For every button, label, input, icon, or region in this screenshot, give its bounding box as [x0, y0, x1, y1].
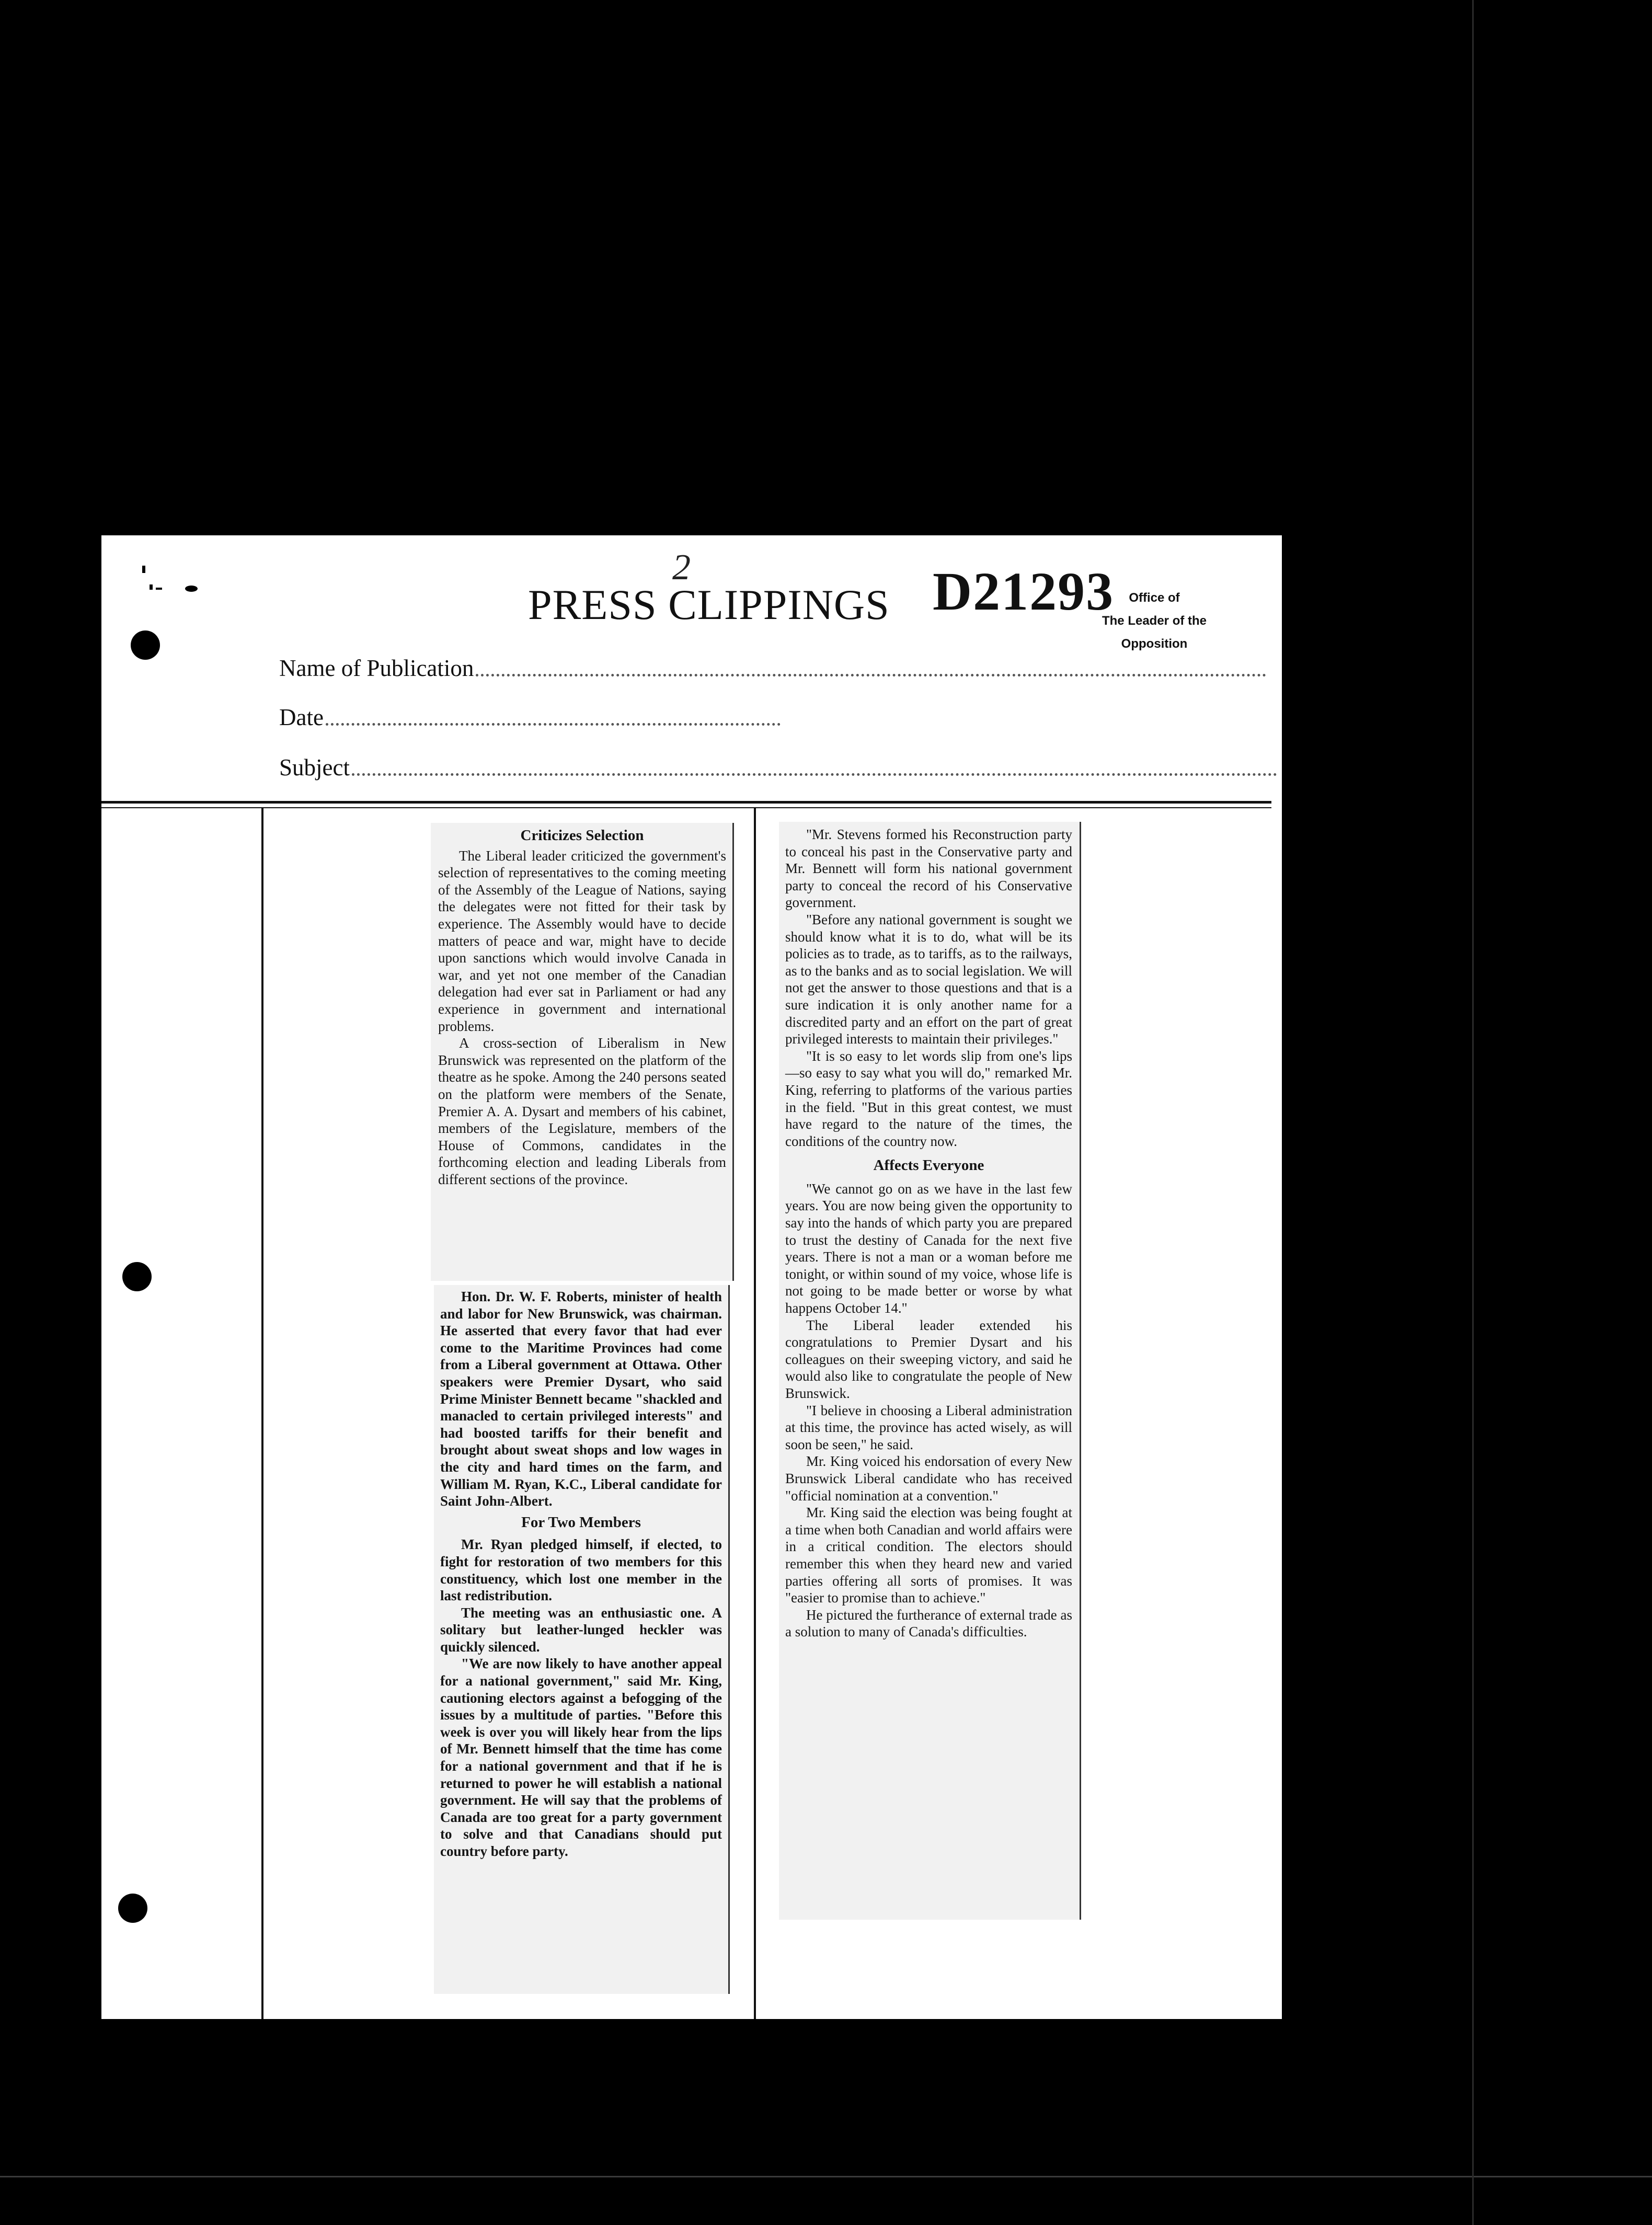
- punch-hole: [131, 630, 160, 660]
- scanner-edge-line: [0, 2176, 1652, 2177]
- clipping-paragraph: "We are now likely to have another appeal for a national government," said Mr. King, cautioning electors against a befogging of the issues by a multitude of parties. "Before this week is over you will likely hear from the lips of Mr. Bennett himself that the time has come for a national government and that if he is returned to power he will establish a national government. He will say that the problems of Canada are too great for a party government to solve and that Canadians should put country before party.: [440, 1656, 722, 1859]
- clipping-left-bottom: [434, 1285, 730, 1994]
- dotted-line: [326, 723, 781, 726]
- column-rule: [261, 807, 263, 2019]
- date-field: [279, 704, 781, 731]
- clipping-heading: Affects Everyone: [873, 1157, 984, 1174]
- document-number-text: D21293: [933, 561, 1115, 622]
- column-rule: [754, 807, 756, 2019]
- corner-mark: [142, 566, 145, 573]
- clipping-paragraph: The Liberal leader criticized the government's selection of representatives to the coming meeting of the Assembly of the League of Nations, saying the delegates were not fitted for their task by experience. The Assembly would have to decide matters of peace and war, might have to decide upon sanctions which would involve Canada in war, and yet not one member of the Canadian delegation had ever sat in Parliament or had any experience in government and international problems.: [438, 847, 726, 1034]
- office-label: [1076, 587, 1233, 656]
- scanner-edge-line: [1472, 0, 1474, 2225]
- clipping-paragraph: "Mr. Stevens formed his Reconstruction party to conceal his past in the Conservative party and Mr. Bennett will form his national government party to conceal the record of his Conservative government.: [785, 827, 1072, 911]
- clipping-right: [779, 822, 1081, 1920]
- punch-hole: [122, 1262, 152, 1291]
- clipping-paragraph: Mr. King said the election was being fought at a time when both Canadian and world affairs were in a critical condition. The electors should remember this when they heard new and varied parties offering all sorts of promises. It was "easier to promise than to achieve.": [785, 1505, 1072, 1606]
- clipping-paragraph: "We cannot go on as we have in the last few years. You are now being given the opportunity to say into the hands of which party you are prepared to trust the destiny of Canada for the next five years. There is not a man or a woman before me tonight, or within sound of my voice, whose life is not going to be made better or worse by what happens October 14.": [785, 1180, 1072, 1316]
- subject-label: Subject: [279, 754, 350, 781]
- clipping-paragraph: "I believe in choosing a Liberal administration at this time, the province has acted wisely, as will soon be seen," he said.: [785, 1402, 1072, 1452]
- clipping-paragraph: The meeting was an enthusiastic one. A solitary but leather-lunged heckler was quickly silenced.: [440, 1604, 722, 1655]
- corner-mark: [156, 588, 162, 590]
- clipping-paragraph: "It is so easy to let words slip from one's lips—so easy to say what you will do," remarked Mr. King, referring to platforms of the various parties in the field. "But in this great contest, we must have regard to the nature of the times, the conditions of the country now.: [785, 1048, 1072, 1149]
- clipping-paragraph: He pictured the furtherance of external trade as a solution to many of Canada's difficulties.: [785, 1607, 1072, 1640]
- dotted-line: [476, 674, 1266, 676]
- office-line-2: The Leader of the Opposition: [1102, 614, 1207, 651]
- clipping-paragraph: A cross-section of Liberalism in New Brunswick was represented on the platform of the theatre as he spoke. Among the 240 persons seated on the platform were members of the Senate, Premier A. A. Dysart and members of his cabinet, members of the Legislature, members of the House of Commons, candidates in the forthcoming election and leading Liberals from different sections of the province.: [438, 1035, 726, 1187]
- clipping-paragraph: Mr. Ryan pledged himself, if elected, to fight for restoration of two members for this constituency, which lost one member in the last redistribution.: [440, 1536, 722, 1604]
- page-title: PRESS CLIPPINGS: [528, 581, 890, 628]
- clipping-paragraph: Mr. King voiced his endorsation of every New Brunswick Liberal candidate who has received "official nomination at a convention.": [785, 1453, 1072, 1504]
- handwritten-number: 2: [672, 547, 691, 588]
- header-rule: [101, 801, 1271, 804]
- clipping-paragraph: The Liberal leader extended his congratulations to Premier Dysart and his colleagues on their sweeping victory, and said he would also like to congratulate the people of New Brunswick.: [785, 1317, 1072, 1401]
- date-label: Date: [279, 704, 324, 730]
- corner-mark: [150, 584, 153, 590]
- punch-hole: [118, 1894, 147, 1923]
- office-line-1: Office of: [1129, 591, 1180, 605]
- clipping-left-top: [431, 823, 734, 1281]
- clipping-paragraph: Hon. Dr. W. F. Roberts, minister of health and labor for New Brunswick, was chairman. He asserted that every favor that had ever come to the Maritime Provinces had come from a Liberal government at Ottawa. Other speakers were Premier Dysart, who said Prime Minister Bennett became "shackled and manacled to certain privileged interests" and had boosted tariffs for their benefit and brought about sweat shops and low wages in the city and hard times on the farm, and William M. Ryan, K.C., Liberal candidate for Saint John-Albert.: [440, 1289, 722, 1509]
- header-rule: [101, 807, 1271, 808]
- publication-field: [279, 655, 1266, 682]
- clipping-heading: Criticizes Selection: [520, 827, 644, 844]
- press-clipping-sheet: [101, 535, 1282, 2019]
- publication-label: Name of Publication: [279, 655, 474, 681]
- clipping-heading: For Two Members: [521, 1513, 641, 1531]
- dotted-line: [352, 773, 1277, 776]
- clipping-paragraph: "Before any national government is sought we should know what it is to do, what will be its policies as to trade, as to tariffs, as to the railways, as to the banks and as to social legislation. We will not get the answer to those questions and that is a sure indication it is only another name for a discredited party and an effort on the part of great privileged interests to maintain their privileges.": [785, 911, 1072, 1047]
- subject-field: [279, 754, 1277, 781]
- corner-mark: [185, 586, 198, 592]
